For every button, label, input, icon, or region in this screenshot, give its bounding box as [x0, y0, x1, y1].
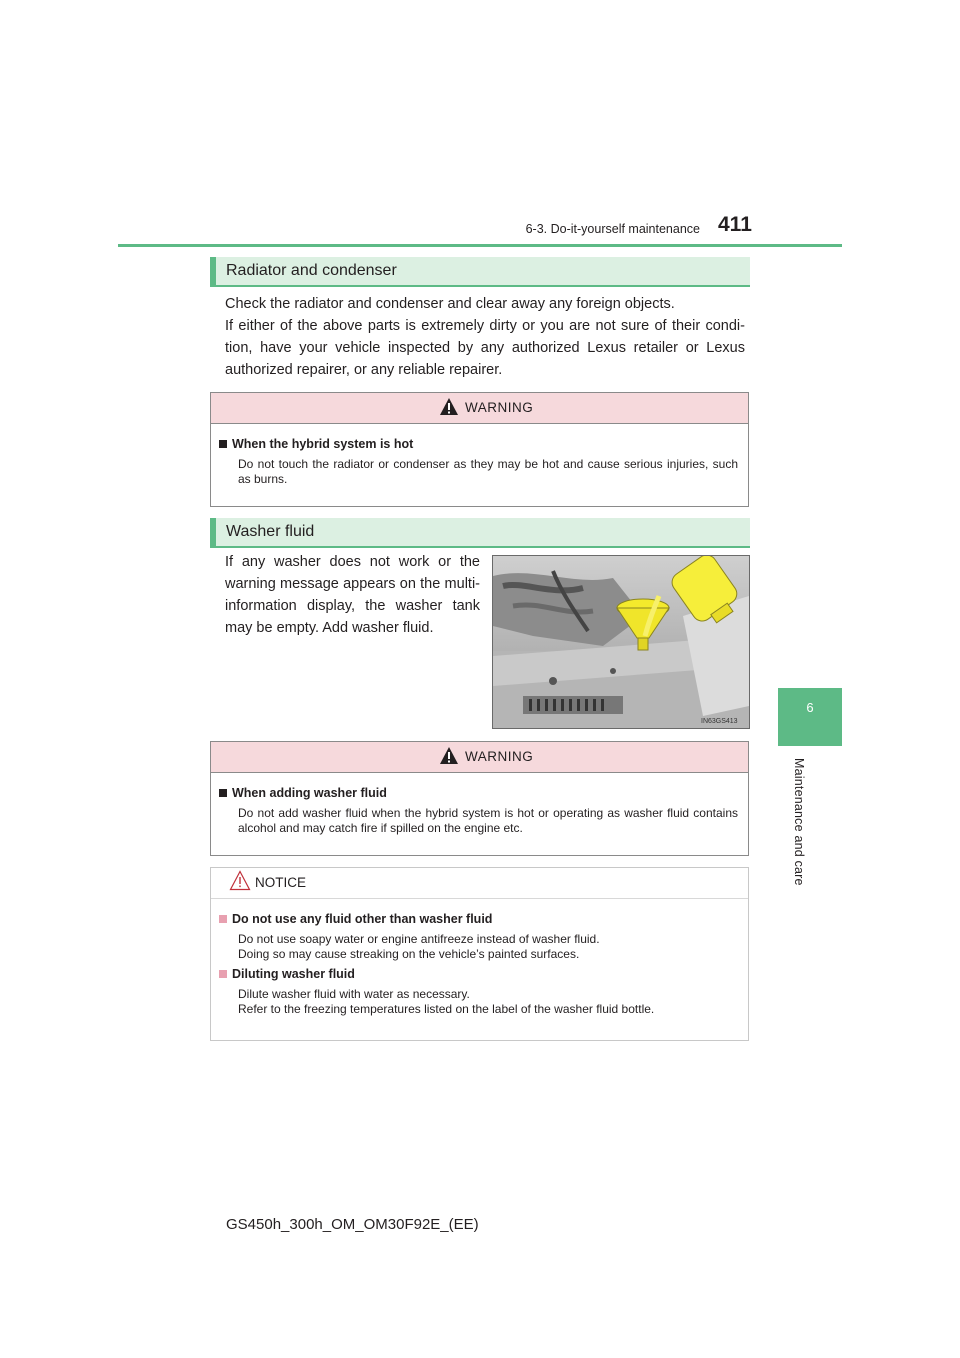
section-heading-radiator-text: Radiator and condenser	[226, 262, 397, 279]
square-bullet-icon	[219, 915, 227, 923]
caution-triangle-icon	[229, 870, 251, 891]
square-bullet-icon	[219, 440, 227, 448]
warning-triangle-icon	[439, 397, 459, 416]
notice-item-title-1	[219, 912, 748, 926]
warning-header	[211, 393, 748, 424]
manual-code: GS450h_300h_OM_OM30F92E_(EE)	[226, 1216, 479, 1233]
notice-header	[211, 868, 748, 899]
chapter-number: 6	[806, 700, 814, 715]
notice-item-title-2-text: Diluting washer fluid	[232, 967, 355, 981]
notice-item-title-1-text: Do not use any fluid other than washer fluid	[232, 912, 493, 926]
section-heading-washer	[210, 518, 750, 548]
warning-box-adding-fluid	[210, 741, 749, 856]
section-heading-washer-text: Washer fluid	[226, 523, 315, 540]
radiator-paragraph-2: If either of the above parts is extremely dirty or you are not sure of their condi-tion, have your vehicle inspected by any authorized Lexus retailer or Lexus authorized repairer, or any reliable repairer.	[225, 318, 745, 378]
square-bullet-icon	[219, 970, 227, 978]
notice-item-1-line-2: Doing so may cause streaking on the vehicle’s painted surfaces.	[238, 947, 580, 961]
warning-label: WARNING	[465, 749, 534, 764]
warning-item-title-text: When the hybrid system is hot	[232, 437, 414, 451]
running-header-section: 6-3. Do-it-yourself maintenance	[525, 222, 700, 236]
warning-item-title	[219, 786, 748, 800]
notice-item-title-2	[219, 967, 748, 981]
warning-label: WARNING	[465, 400, 534, 415]
header-rule	[118, 244, 842, 247]
page-number: 411	[718, 213, 752, 236]
washer-fluid-illustration	[492, 555, 750, 729]
section-heading-radiator	[210, 257, 750, 287]
notice-label: NOTICE	[255, 875, 307, 890]
warning-item-text: Do not touch the radiator or condenser as they may be hot and cause serious injuries, such as burns.	[238, 457, 738, 486]
radiator-paragraph-1: Check the radiator and condenser and clear away any foreign objects.	[225, 296, 675, 312]
radiator-body	[225, 293, 745, 381]
chapter-tab	[778, 688, 842, 746]
notice-item-2-line-1: Dilute washer fluid with water as necessary.	[238, 987, 470, 1001]
warning-item-title-text: When adding washer fluid	[232, 786, 387, 800]
washer-paragraph: If any washer does not work or the warning message appears on the multi-information display, the washer tank may be empty. Add washer fluid.	[225, 554, 480, 636]
notice-box	[210, 867, 749, 1041]
chapter-title: Maintenance and care	[792, 758, 806, 886]
square-bullet-icon	[219, 789, 227, 797]
figure-code: IN63GS413	[701, 718, 738, 725]
notice-item-text-2	[238, 987, 738, 1017]
notice-item-2-line-2: Refer to the freezing temperatures listed on the label of the washer fluid bottle.	[238, 1002, 655, 1016]
warning-triangle-icon	[439, 746, 459, 765]
engine-bay-image	[493, 556, 749, 728]
warning-box-hybrid-hot	[210, 392, 749, 507]
warning-item-text: Do not add washer fluid when the hybrid system is hot or operating as washer fluid contains alcohol and may catch fire if spilled on the engine etc.	[238, 806, 738, 835]
warning-item-title	[219, 437, 748, 451]
notice-item-text-1	[238, 932, 738, 962]
warning-header	[211, 742, 748, 773]
notice-item-1-line-1: Do not use soapy water or engine antifreeze instead of washer fluid.	[238, 932, 600, 946]
